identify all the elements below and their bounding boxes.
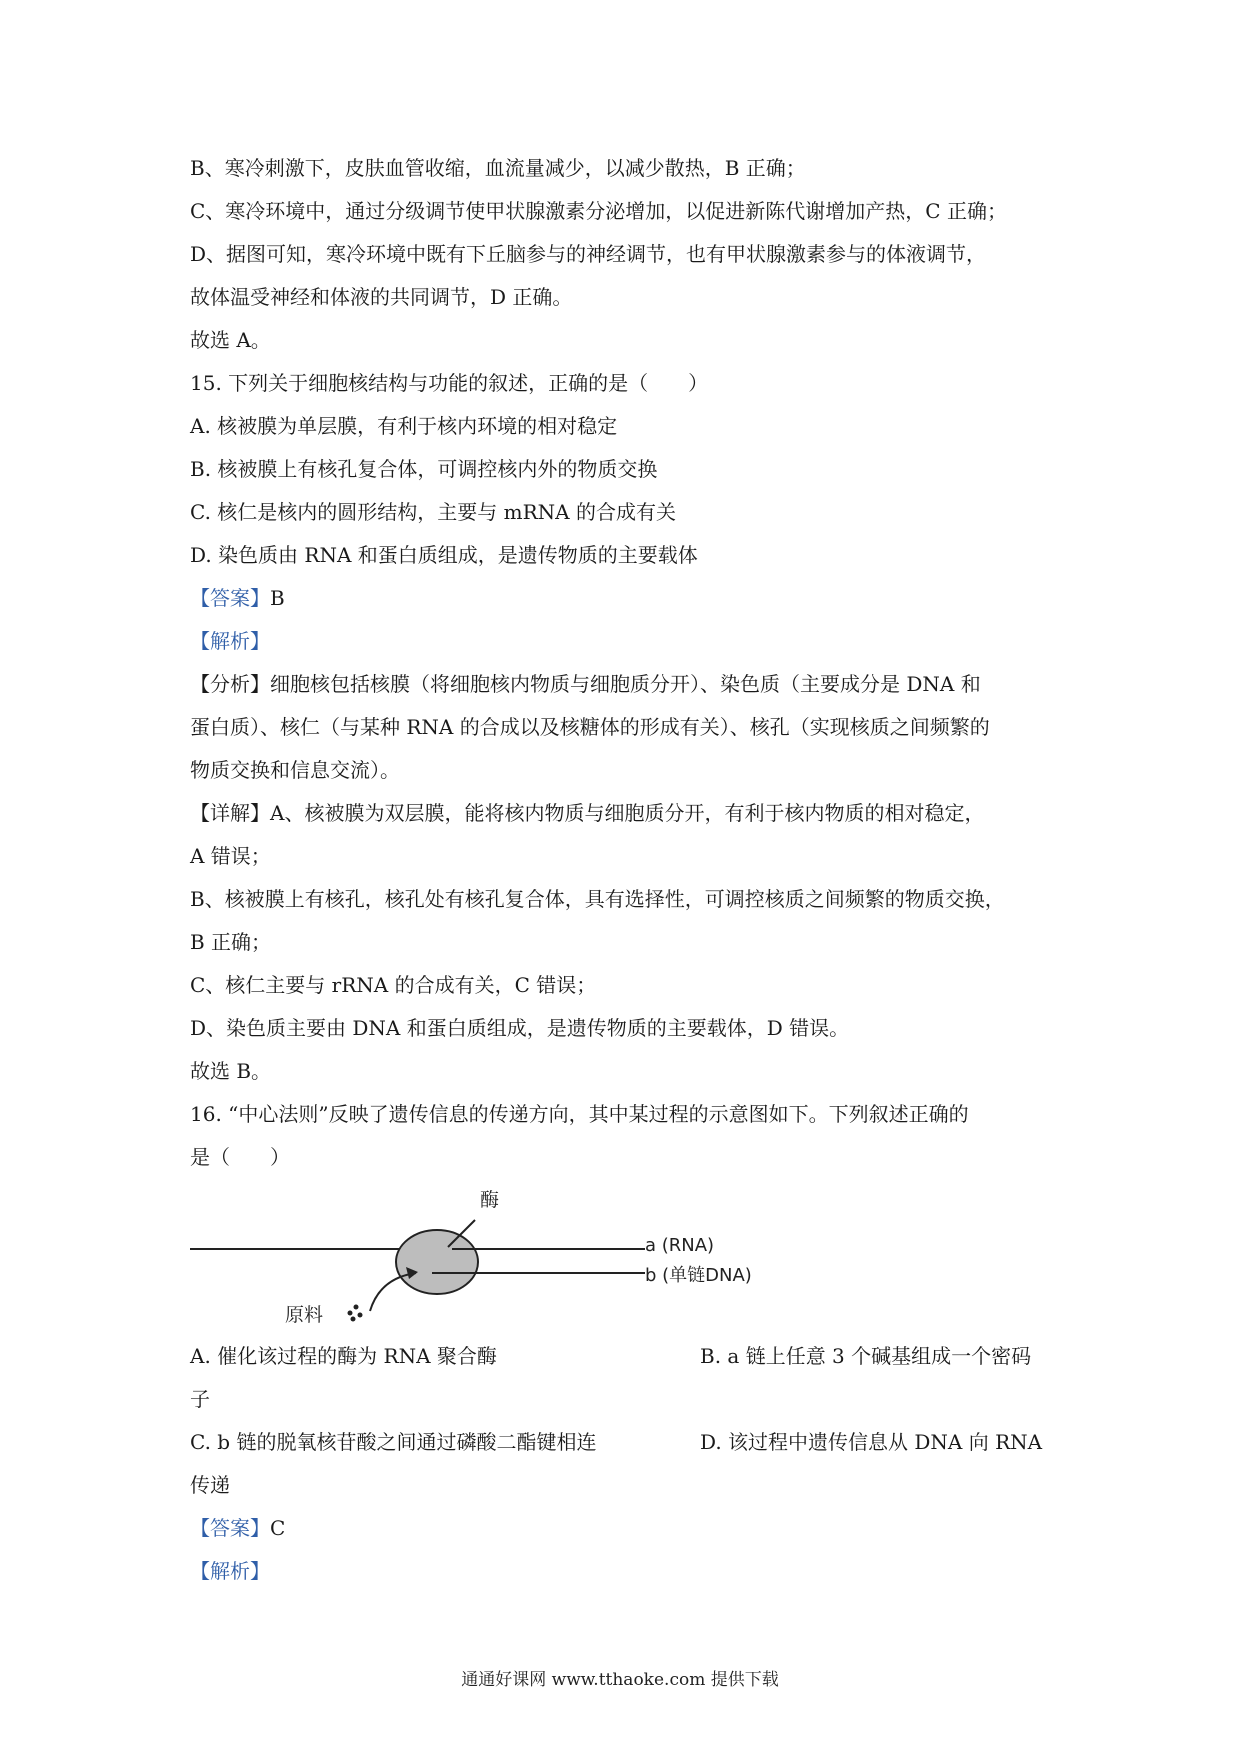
text-line: B 正确； <box>190 930 272 954</box>
strand-a-label: a (RNA) <box>645 1235 715 1256</box>
analysis-tag: 【解析】 <box>190 629 270 653</box>
option-b-cont: 子 <box>190 1387 210 1411</box>
text-line: D、染色质主要由 DNA 和蛋白质组成，是遗传物质的主要载体，D 错误。 <box>190 1016 850 1040</box>
page-footer: 通通好课网 www.tthaoke.com 提供下载 <box>461 1670 779 1690</box>
text-line: 物质交换和信息交流）。 <box>190 758 400 782</box>
text-line: A 错误； <box>190 844 271 868</box>
text-line: D、据图可知，寒冷环境中既有下丘脑参与的神经调节，也有甲状腺激素参与的体液调节， <box>190 242 987 266</box>
answer-value: B <box>270 586 285 610</box>
text-line: B、核被膜上有核孔，核孔处有核孔复合体，具有选择性，可调控核质之间频繁的物质交换， <box>190 887 1005 911</box>
answer-line <box>190 1507 1060 1550</box>
fenxi-line <box>190 663 1060 706</box>
option-b: B. a 链上任意 3 个碱基组成一个密码 <box>700 1344 1032 1368</box>
xiangjie-tag: 【详解】 <box>190 801 270 825</box>
answer-tag: 【答案】 <box>190 586 270 610</box>
options-row-cd <box>190 1421 1060 1464</box>
xiangjie-line <box>190 792 1060 835</box>
question-16-stem-cont: 是（ ） <box>190 1145 290 1169</box>
analysis-tag-line <box>190 1550 1060 1593</box>
text-line: 故选 B。 <box>190 1059 272 1083</box>
text-line: 蛋白质）、核仁（与某种 RNA 的合成以及核糖体的形成有关）、核孔（实现核质之间频繁的 <box>190 715 990 739</box>
material-dot <box>348 1311 353 1316</box>
xiangjie-text: A、核被膜为双层膜，能将核内物质与细胞质分开，有利于核内物质的相对稳定， <box>270 801 985 825</box>
option-c: C. b 链的脱氧核苷酸之间通过磷酸二酯键相连 <box>190 1430 597 1454</box>
option-a: A. 核被膜为单层膜，有利于核内环境的相对稳定 <box>190 414 618 438</box>
enzyme-label: 酶 <box>480 1189 500 1211</box>
material-dot <box>354 1305 359 1310</box>
text-line: 故选 A。 <box>190 328 271 352</box>
analysis-tag: 【解析】 <box>190 1559 270 1583</box>
material-dot <box>358 1313 363 1318</box>
question-15-stem: 15. 下列关于细胞核结构与功能的叙述，正确的是（ ） <box>190 371 709 395</box>
option-d-cont: 传递 <box>190 1473 230 1497</box>
text-line: 故体温受神经和体液的共同调节，D 正确。 <box>190 285 573 309</box>
question-16-stem: 16. “中心法则”反映了遗传信息的传递方向，其中某过程的示意图如下。下列叙述正确的 <box>190 1102 969 1126</box>
document-body <box>190 147 1060 1593</box>
option-d: D. 该过程中遗传信息从 DNA 向 RNA <box>700 1430 1043 1454</box>
transcription-diagram <box>190 1183 1060 1333</box>
analysis-tag-line <box>190 620 1060 663</box>
strand-b-label: b (单链DNA) <box>645 1265 752 1286</box>
fenxi-text: 细胞核包括核膜（将细胞核内物质与细胞质分开）、染色质（主要成分是 DNA 和 <box>270 672 981 696</box>
option-d: D. 染色质由 RNA 和蛋白质组成，是遗传物质的主要载体 <box>190 543 698 567</box>
answer-line <box>190 577 1060 620</box>
option-b: B. 核被膜上有核孔复合体，可调控核内外的物质交换 <box>190 457 658 481</box>
option-a: A. 催化该过程的酶为 RNA 聚合酶 <box>190 1344 497 1368</box>
fenxi-tag: 【分析】 <box>190 672 270 696</box>
option-c: C. 核仁是核内的圆形结构，主要与 mRNA 的合成有关 <box>190 500 676 524</box>
text-line: C、核仁主要与 rRNA 的合成有关，C 错误； <box>190 973 597 997</box>
answer-value: C <box>270 1516 286 1540</box>
text-line: B、寒冷刺激下，皮肤血管收缩，血流量减少，以减少散热，B 正确； <box>190 156 806 180</box>
material-dot <box>351 1317 356 1322</box>
text-line: C、寒冷环境中，通过分级调节使甲状腺激素分泌增加，以促进新陈代谢增加产热，C 正确； <box>190 199 1007 223</box>
material-label: 原料 <box>285 1304 324 1326</box>
answer-tag: 【答案】 <box>190 1516 270 1540</box>
enzyme-ellipse <box>396 1230 478 1294</box>
options-row-ab <box>190 1335 1060 1378</box>
